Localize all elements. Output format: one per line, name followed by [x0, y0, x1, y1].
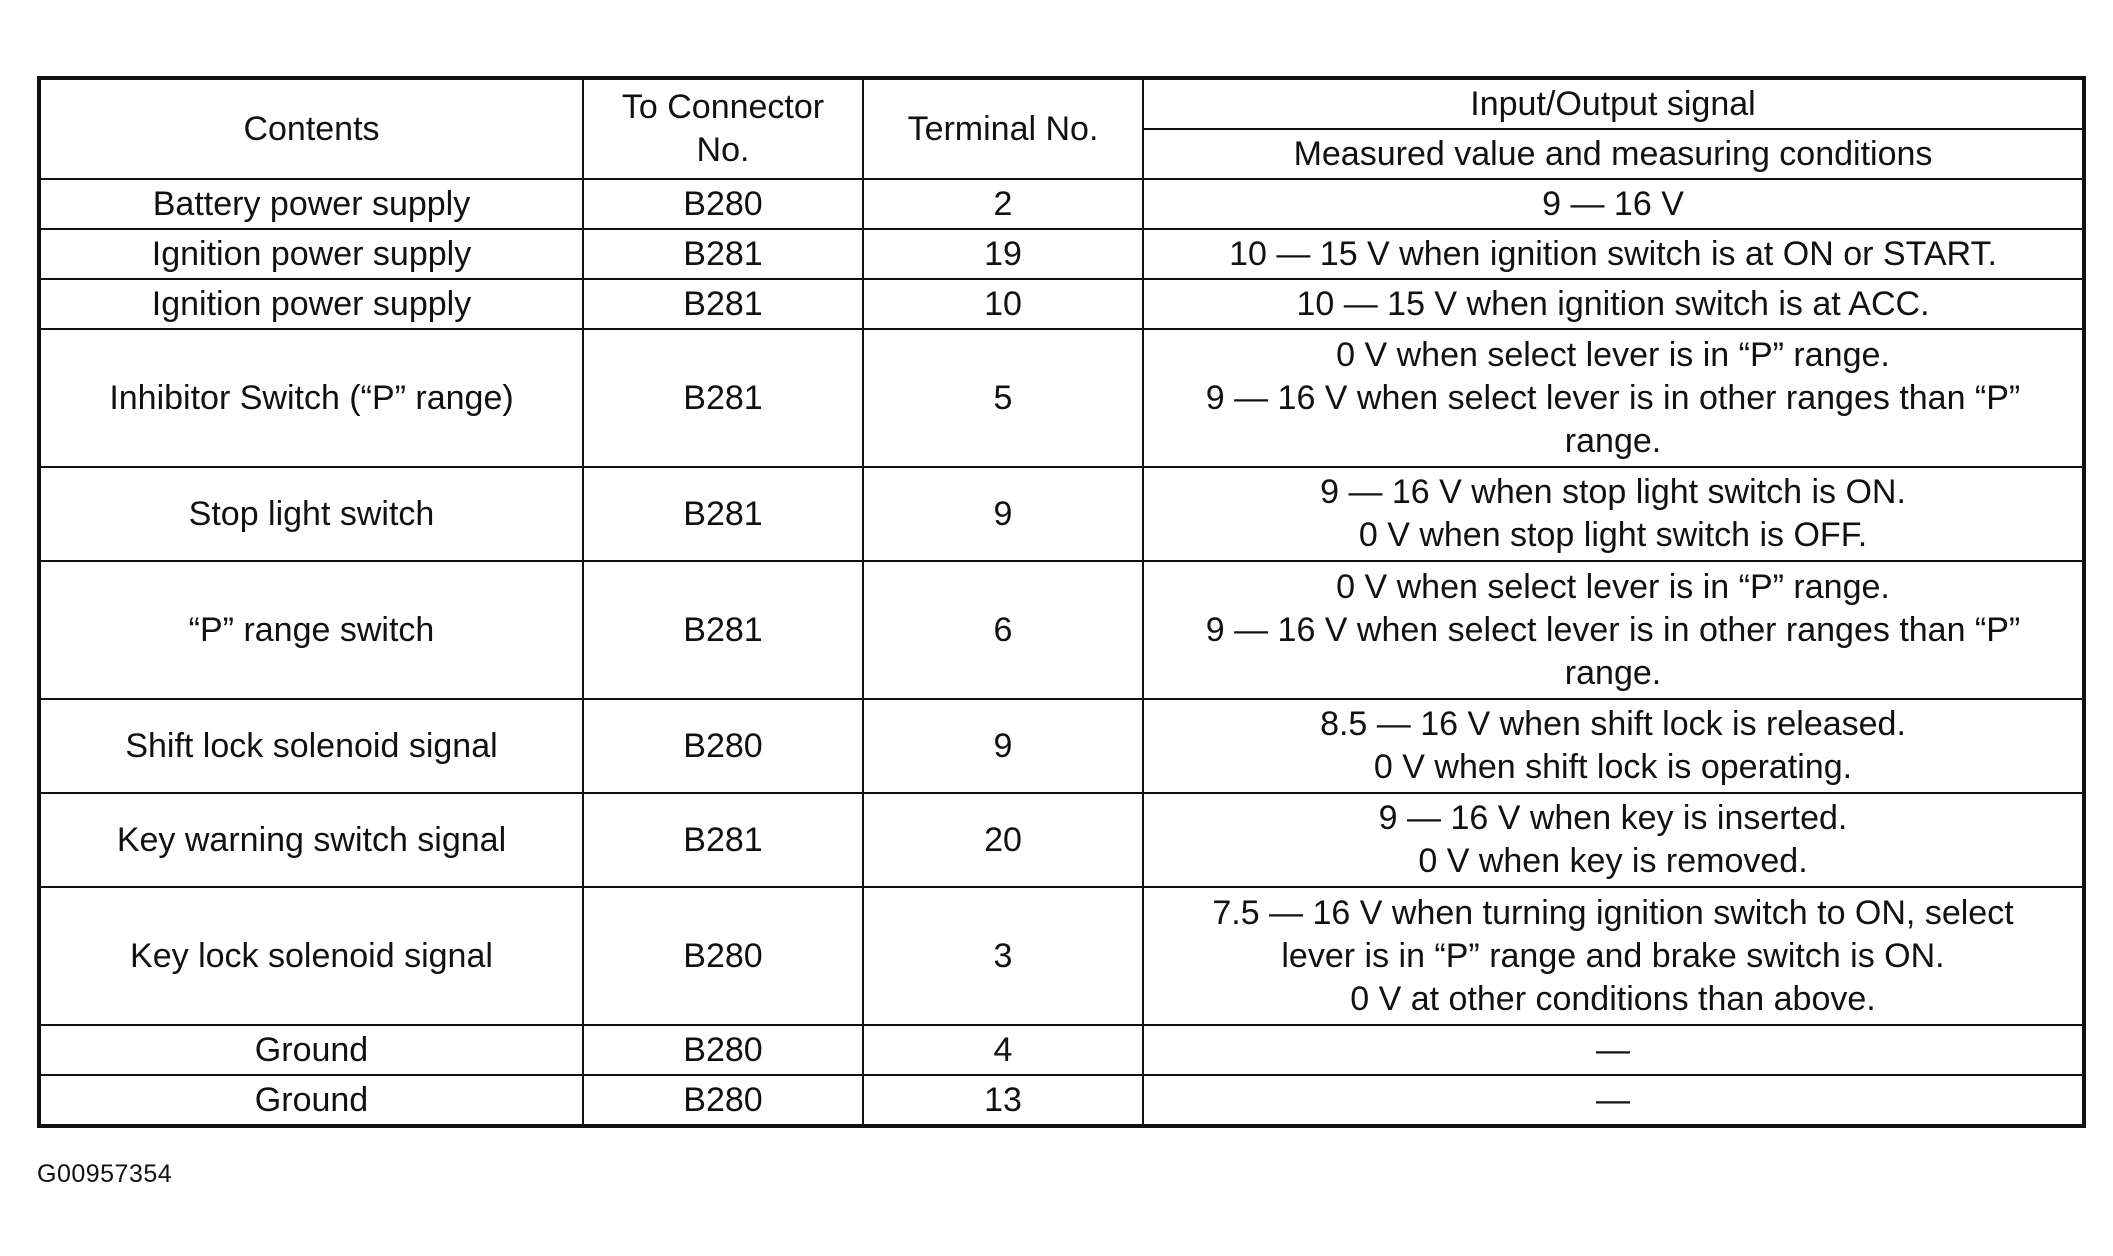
cell-terminal: 20: [863, 793, 1143, 887]
cell-contents: “P” range switch: [39, 561, 583, 699]
cell-contents: Shift lock solenoid signal: [39, 699, 583, 793]
header-connector-no: To Connector No.: [583, 78, 863, 179]
table-row: [39, 279, 2084, 329]
cell-connector: B281: [583, 561, 863, 699]
cell-connector: B281: [583, 229, 863, 279]
header-row: [39, 78, 2084, 129]
cell-terminal: 9: [863, 467, 1143, 561]
cell-contents: Key lock solenoid signal: [39, 887, 583, 1025]
cell-connector: B280: [583, 179, 863, 229]
cell-contents: Ignition power supply: [39, 229, 583, 279]
cell-signal: 10 — 15 V when ignition switch is at ACC.: [1143, 279, 2084, 329]
cell-contents: Stop light switch: [39, 467, 583, 561]
cell-signal: 9 — 16 V when stop light switch is ON. 0 V when stop light switch is OFF.: [1143, 467, 2084, 561]
table-body: [39, 179, 2084, 1126]
table-row: [39, 793, 2084, 887]
table-row: [39, 179, 2084, 229]
cell-connector: B280: [583, 699, 863, 793]
cell-terminal: 13: [863, 1075, 1143, 1126]
cell-contents: Ground: [39, 1025, 583, 1075]
header-contents: Contents: [39, 78, 583, 179]
connector-signal-table: [37, 76, 2086, 1128]
cell-contents: Ignition power supply: [39, 279, 583, 329]
cell-terminal: 5: [863, 329, 1143, 467]
cell-contents: Ground: [39, 1075, 583, 1126]
cell-connector: B281: [583, 279, 863, 329]
cell-connector: B280: [583, 887, 863, 1025]
cell-connector: B281: [583, 329, 863, 467]
header-terminal-no: Terminal No.: [863, 78, 1143, 179]
header-io-signal: Input/Output signal: [1143, 78, 2084, 129]
cell-terminal: 3: [863, 887, 1143, 1025]
cell-signal: 9 — 16 V: [1143, 179, 2084, 229]
cell-terminal: 19: [863, 229, 1143, 279]
cell-signal: 7.5 — 16 V when turning ignition switch to ON, select lever is in “P” range and brake switch is ON. 0 V at other conditions than above.: [1143, 887, 2084, 1025]
header-measured-value: Measured value and measuring conditions: [1143, 129, 2084, 179]
cell-signal: 0 V when select lever is in “P” range. 9 — 16 V when select lever is in other ranges than “P” range.: [1143, 329, 2084, 467]
table-row: [39, 229, 2084, 279]
table-row: [39, 699, 2084, 793]
cell-signal: 0 V when select lever is in “P” range. 9 — 16 V when select lever is in other ranges than “P” range.: [1143, 561, 2084, 699]
cell-terminal: 6: [863, 561, 1143, 699]
table-row: [39, 329, 2084, 467]
figure-id-label: G00957354: [37, 1160, 173, 1188]
table-row: [39, 467, 2084, 561]
table-row: [39, 1075, 2084, 1126]
cell-connector: B281: [583, 467, 863, 561]
cell-signal: 10 — 15 V when ignition switch is at ON or START.: [1143, 229, 2084, 279]
cell-connector: B280: [583, 1075, 863, 1126]
cell-signal: —: [1143, 1075, 2084, 1126]
cell-terminal: 4: [863, 1025, 1143, 1075]
cell-terminal: 2: [863, 179, 1143, 229]
table-row: [39, 887, 2084, 1025]
table-row: [39, 561, 2084, 699]
cell-contents: Inhibitor Switch (“P” range): [39, 329, 583, 467]
cell-contents: Key warning switch signal: [39, 793, 583, 887]
cell-contents: Battery power supply: [39, 179, 583, 229]
cell-terminal: 9: [863, 699, 1143, 793]
cell-signal: 8.5 — 16 V when shift lock is released. 0 V when shift lock is operating.: [1143, 699, 2084, 793]
table-row: [39, 1025, 2084, 1075]
cell-connector: B281: [583, 793, 863, 887]
table-header: [39, 78, 2084, 179]
cell-terminal: 10: [863, 279, 1143, 329]
cell-connector: B280: [583, 1025, 863, 1075]
cell-signal: —: [1143, 1025, 2084, 1075]
cell-signal: 9 — 16 V when key is inserted. 0 V when key is removed.: [1143, 793, 2084, 887]
